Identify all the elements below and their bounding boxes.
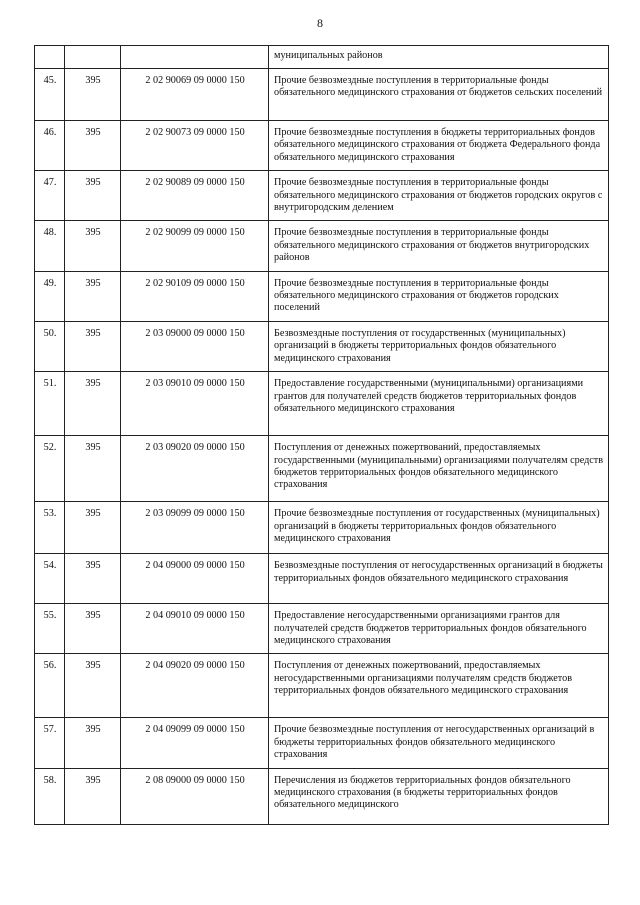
- cell-admin: 395: [65, 554, 121, 604]
- cell-admin: 395: [65, 221, 121, 271]
- cell-admin: 395: [65, 654, 121, 718]
- table-row: [35, 718, 609, 768]
- table-row: [35, 69, 609, 121]
- cell-num: 50.: [35, 321, 65, 371]
- cell-description: Прочие безвозмездные поступления от негосударственных организаций в бюджеты территориальных фондов обязательного медицинского страхования: [269, 718, 609, 768]
- cell-num: 52.: [35, 436, 65, 502]
- cell-code: 2 02 90069 09 0000 150: [121, 69, 269, 121]
- table-row: [35, 271, 609, 321]
- cell-num: 55.: [35, 604, 65, 654]
- cell-num: 48.: [35, 221, 65, 271]
- table-row: [35, 436, 609, 502]
- cell-description: Прочие безвозмездные поступления от государственных (муниципальных) организаций в бюджеты территориальных фондов обязательного медицинского страхования: [269, 502, 609, 554]
- cell-code: 2 04 09099 09 0000 150: [121, 718, 269, 768]
- cell-description: муниципальных районов: [269, 46, 609, 69]
- table-row: [35, 171, 609, 221]
- cell-num: 57.: [35, 718, 65, 768]
- cell-code: 2 03 09099 09 0000 150: [121, 502, 269, 554]
- table-row: [35, 604, 609, 654]
- cell-admin: 395: [65, 436, 121, 502]
- cell-code: [121, 46, 269, 69]
- cell-description: Безвозмездные поступления от государственных (муниципальных) организаций в бюджеты территориальных фондов обязательного медицинского страхования: [269, 321, 609, 371]
- cell-admin: 395: [65, 372, 121, 436]
- cell-admin: 395: [65, 121, 121, 171]
- cell-description: Прочие безвозмездные поступления в территориальные фонды обязательного медицинского страхования от бюджетов городских поселений: [269, 271, 609, 321]
- cell-num: 56.: [35, 654, 65, 718]
- cell-code: 2 04 09020 09 0000 150: [121, 654, 269, 718]
- table-row: [35, 321, 609, 371]
- page-number: 8: [317, 16, 323, 30]
- cell-code: 2 02 90089 09 0000 150: [121, 171, 269, 221]
- cell-admin: 395: [65, 718, 121, 768]
- cell-description: Перечисления из бюджетов территориальных фондов обязательного медицинского страхования (в бюджеты территориальных фондов обязательного медицинского: [269, 768, 609, 824]
- cell-code: 2 03 09020 09 0000 150: [121, 436, 269, 502]
- table-body: [35, 46, 609, 825]
- cell-description: Прочие безвозмездные поступления в территориальные фонды обязательного медицинского страхования от бюджетов сельских поселений: [269, 69, 609, 121]
- cell-description: Прочие безвозмездные поступления в территориальные фонды обязательного медицинского страхования от бюджетов внутригородских районов: [269, 221, 609, 271]
- cell-admin: 395: [65, 271, 121, 321]
- cell-description: Предоставление негосударственными организациями грантов для получателей средств бюджетов территориальных фондов обязательного медицинского страхования: [269, 604, 609, 654]
- cell-admin: 395: [65, 171, 121, 221]
- cell-code: 2 02 90099 09 0000 150: [121, 221, 269, 271]
- cell-num: 53.: [35, 502, 65, 554]
- cell-admin: 395: [65, 502, 121, 554]
- cell-num: 47.: [35, 171, 65, 221]
- cell-code: 2 08 09000 09 0000 150: [121, 768, 269, 824]
- table-row: [35, 502, 609, 554]
- table-row: [35, 121, 609, 171]
- cell-num: [35, 46, 65, 69]
- revenue-codes-table: [34, 45, 609, 825]
- table-row: [35, 654, 609, 718]
- cell-admin: 395: [65, 69, 121, 121]
- table-row-continuation: [35, 46, 609, 69]
- cell-code: 2 03 09000 09 0000 150: [121, 321, 269, 371]
- cell-num: 49.: [35, 271, 65, 321]
- cell-code: 2 03 09010 09 0000 150: [121, 372, 269, 436]
- cell-description: Прочие безвозмездные поступления в бюджеты территориальных фондов обязательного медицинского страхования от бюджета Федерального фонда обязательного медицинского страхования: [269, 121, 609, 171]
- cell-num: 54.: [35, 554, 65, 604]
- cell-description: Поступления от денежных пожертвований, предоставляемых негосударственными организациями получателям средств бюджетов территориальных фондов обязательного медицинского страхования: [269, 654, 609, 718]
- cell-num: 58.: [35, 768, 65, 824]
- cell-num: 51.: [35, 372, 65, 436]
- table-row: [35, 221, 609, 271]
- cell-description: Предоставление государственными (муниципальными) организациями грантов для получателей средств бюджетов территориальных фондов обязательного медицинского страхования: [269, 372, 609, 436]
- cell-code: 2 02 90109 09 0000 150: [121, 271, 269, 321]
- cell-description: Безвозмездные поступления от негосударственных организаций в бюджеты территориальных фондов обязательного медицинского страхования: [269, 554, 609, 604]
- cell-admin: 395: [65, 768, 121, 824]
- table-row: [35, 768, 609, 824]
- cell-description: Поступления от денежных пожертвований, предоставляемых государственными (муниципальными) организациями получателям средств бюджетов территориальных фондов обязательного медицинского страхования: [269, 436, 609, 502]
- table-row: [35, 554, 609, 604]
- cell-code: 2 02 90073 09 0000 150: [121, 121, 269, 171]
- cell-num: 45.: [35, 69, 65, 121]
- cell-code: 2 04 09000 09 0000 150: [121, 554, 269, 604]
- cell-num: 46.: [35, 121, 65, 171]
- cell-description: Прочие безвозмездные поступления в территориальные фонды обязательного медицинского страхования от бюджетов городских округов с внутригородским делением: [269, 171, 609, 221]
- table-row: [35, 372, 609, 436]
- cell-admin: 395: [65, 321, 121, 371]
- cell-admin: [65, 46, 121, 69]
- cell-admin: 395: [65, 604, 121, 654]
- cell-code: 2 04 09010 09 0000 150: [121, 604, 269, 654]
